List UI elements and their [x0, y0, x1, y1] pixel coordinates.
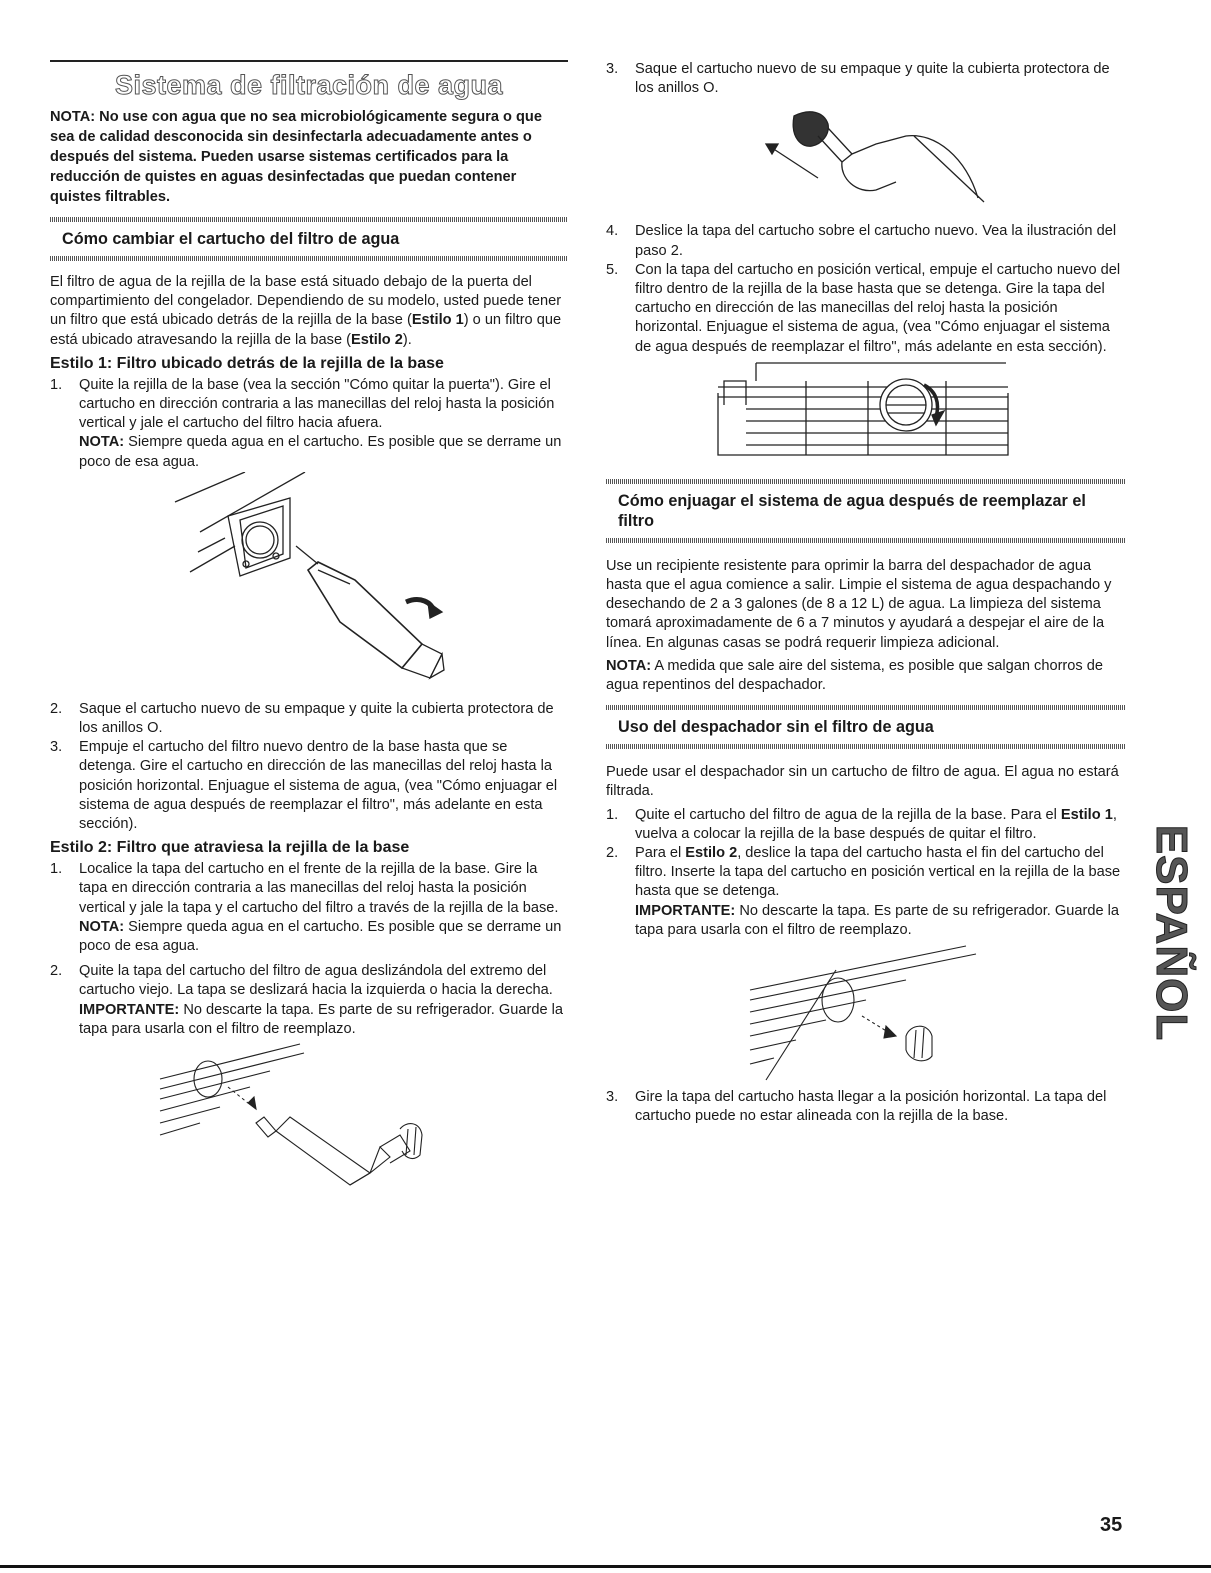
list-item: 1. Quite el cartucho del filtro de agua de la rejilla de la base. Para el Estilo 1, vuelva a colocar la rejilla de la base después de quitar el filtro. [606, 806, 1117, 842]
style2-heading: Estilo 2: Filtro que atraviesa la rejilla de la base [50, 839, 410, 857]
cap-insert-illustration [606, 940, 1126, 1088]
list-item: 2. Quite la tapa del cartucho del filtro de agua deslizándola del extremo del cartucho viejo. La tapa se deslizará hacia la izquierda o hacia la derecha. [50, 963, 553, 999]
section-heading-flush-system: Cómo enjuagar el sistema de agua después de reemplazar el filtro [618, 491, 1086, 530]
list-item: 3. Saque el cartucho nuevo de su empaque y quite la cubierta protectora de los anillos O. [606, 61, 1110, 97]
cap-horizontal-illustration [606, 357, 1126, 465]
flush-instructions: Use un recipiente resistente para oprimir la barra del despachador de agua hasta que el agua comience a salir. Limpie el sistema de agua despachando y desechando de 2 a 3 galones (de 8 a 12 L) de agua. La limpieza del sistema tomará aproximadamente de 6 a 7 minutos y ayudará a despejar el aire de la línea. En algunas casas se podrá requerir limpieza adicional. [606, 557, 1112, 651]
left-column [50, 60, 568, 1189]
filter-behind-grille-illustration [50, 472, 568, 700]
important-note: IMPORTANTE: No descarte la tapa. Es parte de su refrigerador. Guarde la tapa para usarla con el filtro de reemplazo. [635, 902, 1119, 938]
list-item: 1. Quite la rejilla de la base (vea la sección "Cómo quitar la puerta"). Gire el cartucho en dirección contraria a las manecillas del reloj hasta la posición vertical y jale el cartucho del filtro hacia afuera. [50, 376, 555, 432]
list-item: 2. Para el Estilo 2, deslice la tapa del cartucho hasta el fin del cartucho del filtro. Inserte la tapa del cartucho en posición vertical en la rejilla de la base hasta que se detenga. [606, 845, 1121, 900]
language-tab: ESPAÑOL [1147, 824, 1196, 1042]
bottom-rule [0, 1565, 1211, 1568]
page-number: 35 [1100, 1514, 1123, 1536]
no-filter-intro: Puede usar el despachador sin un cartucho de filtro de agua. El agua no estará filtrada. [606, 764, 1119, 800]
note-text: NOTA: Siempre queda agua en el cartucho. Es posible que se derrame un poco de esa agua. [79, 918, 562, 955]
safety-note: NOTA: No use con agua que no sea microbiológicamente segura o que sea de calidad desconocida sin desinfectarla adecuadamente antes o después del sistema. Pueden usarse sistemas certificados para la reducción de quistes en aguas desinfectadas que puedan contener quistes filtrables. [50, 109, 542, 205]
list-item: 4. Deslice la tapa del cartucho sobre el cartucho nuevo. Vea la ilustración del paso 2. [606, 223, 1117, 259]
new-cartridge-illustration [606, 98, 1126, 222]
right-column [606, 60, 1126, 1126]
section-divider [50, 256, 568, 261]
list-item: 5. Con la tapa del cartucho en posición vertical, empuje el cartucho nuevo del filtro dentro de la rejilla de la base hasta que se detenga. Gire la tapa del cartucho en dirección de las manecillas del reloj hasta la posición horizontal. Enjuague el sistema de agua, (vea "Cómo enjuagar el sistema de agua después de reemplazar el filtro", más adelante en esta sección). [606, 261, 1121, 355]
flush-note: NOTA: A medida que sale aire del sistema, es posible que salgan chorros de agua repentinos del despachador. [606, 657, 1103, 694]
change-filter-intro: El filtro de agua de la rejilla de la base está situado debajo de la puerta del compartimiento del congelador. Dependiendo de su modelo, usted puede tener un filtro que está ubicado detrás de la rejilla de la base (Estilo 1) o un filtro que está ubicado atravesando la rejilla de la base (Estilo 2). [50, 274, 562, 348]
section-divider [606, 744, 1126, 749]
list-item: 3. Gire la tapa del cartucho hasta llegar a la posición horizontal. La tapa del cartucho puede no estar alineada con la rejilla de la base. [606, 1089, 1107, 1125]
list-item: 1. Localice la tapa del cartucho en el frente de la rejilla de la base. Gire la tapa en dirección contraria a las manecillas del reloj hasta la posición vertical y jale la tapa y el cartucho del filtro a través de la rejilla de la base. [50, 861, 559, 916]
style1-heading: Estilo 1: Filtro ubicado detrás de la rejilla de la base [50, 354, 444, 372]
section-divider [606, 538, 1126, 543]
list-item: 3. Empuje el cartucho del filtro nuevo dentro de la base hasta que se detenga. Gire el cartucho en dirección de las manecillas del reloj hasta la posición horizontal. Enjuague el sistema de agua, (vea "Cómo enjuagar el sistema de agua después de reemplazar el filtro", más adelante en esta sección). [50, 739, 558, 833]
important-note: IMPORTANTE: No descarte la tapa. Es parte de su refrigerador. Guarde la tapa para usarla con el filtro de reemplazo. [79, 1001, 563, 1037]
title-rule [50, 60, 568, 62]
note-text: NOTA: Siempre queda agua en el cartucho. Es posible que se derrame un poco de esa agua. [79, 434, 562, 470]
section-heading-no-filter: Uso del despachador sin el filtro de agua [618, 718, 934, 737]
list-item: 2. Saque el cartucho nuevo de su empaque y quite la cubierta protectora de los anillos O. [50, 700, 554, 737]
cap-removal-illustration [50, 1039, 568, 1189]
section-heading-change-filter: Cómo cambiar el cartucho del filtro de agua [62, 230, 400, 248]
page-title: Sistema de filtración de agua [114, 70, 504, 100]
